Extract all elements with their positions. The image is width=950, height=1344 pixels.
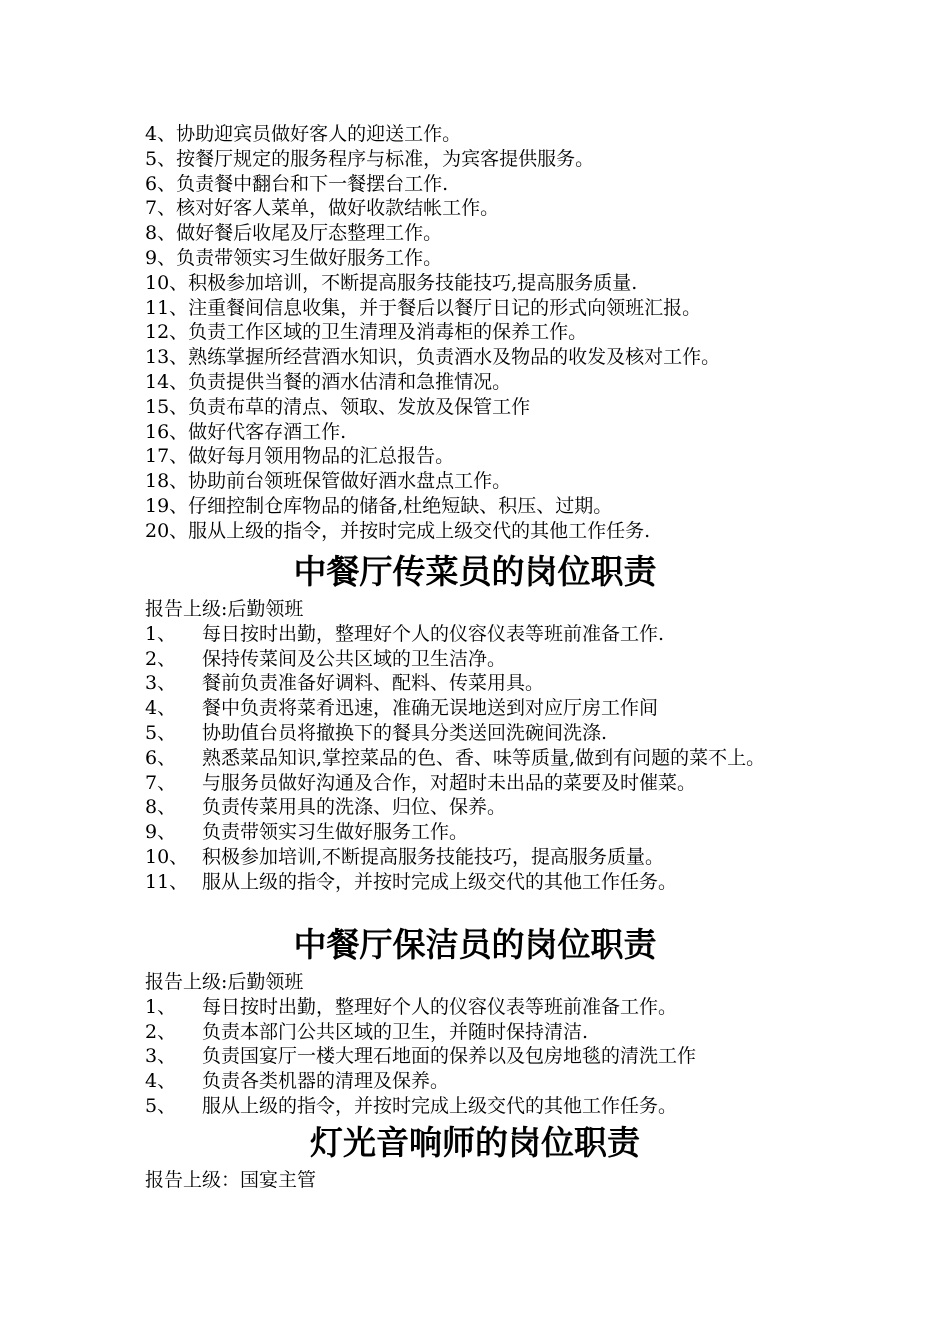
report-to-label: 报告上级：国宴主管 [145, 1169, 317, 1191]
list-item: 20、服从上级的指令，并按时完成上级交代的其他工作任务. [145, 519, 651, 542]
list-item: 6、负责餐中翻台和下一餐摆台工作. [145, 172, 449, 195]
section-title-cleaner: 中餐厅保洁员的岗位职责 [293, 925, 657, 964]
list-item: 1、 每日按时出勤，整理好个人的仪容仪表等班前准备工作。 [145, 995, 678, 1018]
list-item: 4、 负责各类机器的清理及保养。 [145, 1070, 450, 1093]
list-item: 13、熟练掌握所经营酒水知识，负责酒水及物品的收发及核对工作。 [145, 346, 721, 369]
list-item: 5、 服从上级的指令，并按时完成上级交代的其他工作任务。 [145, 1094, 678, 1117]
list-item: 15、负责布草的清点、领取、发放及保管工作 [145, 395, 531, 418]
list-item: 7、核对好客人菜单，做好收款结帐工作。 [145, 197, 500, 220]
list-item: 10、积极参加培训，不断提高服务技能技巧,提高服务质量. [145, 271, 638, 294]
list-item: 17、做好每月领用物品的汇总报告。 [145, 445, 455, 468]
list-item: 14、负责提供当餐的酒水估清和急推情况。 [145, 370, 512, 393]
list-item: 4、 餐中负责将菜肴迅速，准确无误地送到对应厅房工作间 [145, 697, 659, 720]
list-item: 18、协助前台领班保管做好酒水盘点工作。 [145, 470, 512, 493]
list-item: 11、注重餐间信息收集，并于餐后以餐厅日记的形式向领班汇报。 [145, 296, 702, 319]
food-runner-section [145, 597, 825, 895]
list-item: 10、 积极参加培训,不断提高服务技能技巧，提高服务质量。 [145, 845, 665, 868]
list-item: 4、协助迎宾员做好客人的迎送工作。 [145, 123, 462, 145]
list-item: 9、负责带领实习生做好服务工作。 [145, 246, 443, 269]
list-item: 8、 负责传菜用具的洗涤、归位、保养。 [145, 796, 507, 819]
list-item: 16、做好代客存酒工作. [145, 420, 347, 443]
list-item: 3、 负责国宴厅一楼大理石地面的保养以及包房地毯的清洗工作 [145, 1045, 697, 1068]
lighting-sound-section [145, 1168, 825, 1193]
section-title-food-runner: 中餐厅传菜员的岗位职责 [293, 552, 657, 591]
report-to-label: 报告上级:后勤领班 [145, 598, 304, 620]
cleaner-section [145, 970, 825, 1119]
list-item: 1、 每日按时出勤，整理好个人的仪容仪表等班前准备工作. [145, 622, 665, 645]
list-item: 9、 负责带领实习生做好服务工作。 [145, 821, 469, 844]
list-item: 11、 服从上级的指令，并按时完成上级交代的其他工作任务。 [145, 870, 678, 893]
list-item: 19、仔细控制仓库物品的储备,杜绝短缺、积压、过期。 [145, 494, 613, 517]
list-item: 2、 负责本部门公共区域的卫生，并随时保持清洁. [145, 1020, 589, 1043]
report-to-label: 报告上级:后勤领班 [145, 971, 304, 993]
list-item: 12、负责工作区域的卫生清理及消毒柜的保养工作。 [145, 321, 588, 344]
waiter-duties-list [145, 122, 825, 544]
list-item: 2、 保持传菜间及公共区域的卫生洁净。 [145, 647, 507, 670]
list-item: 8、做好餐后收尾及厅态整理工作。 [145, 222, 443, 245]
section-title-lighting-sound: 灯光音响师的岗位职责 [310, 1123, 640, 1162]
list-item: 5、 协助值台员将撤换下的餐具分类送回洗碗间洗涤. [145, 721, 608, 744]
list-item: 5、按餐厅规定的服务程序与标准，为宾客提供服务。 [145, 147, 595, 170]
list-item: 6、 熟悉菜品知识,掌控菜品的色、香、味等质量,做到有问题的菜不上。 [145, 746, 766, 769]
list-item: 7、 与服务员做好沟通及合作，对超时未出品的菜要及时催菜。 [145, 771, 697, 794]
list-item: 3、 餐前负责准备好调料、配料、传菜用具。 [145, 672, 545, 695]
